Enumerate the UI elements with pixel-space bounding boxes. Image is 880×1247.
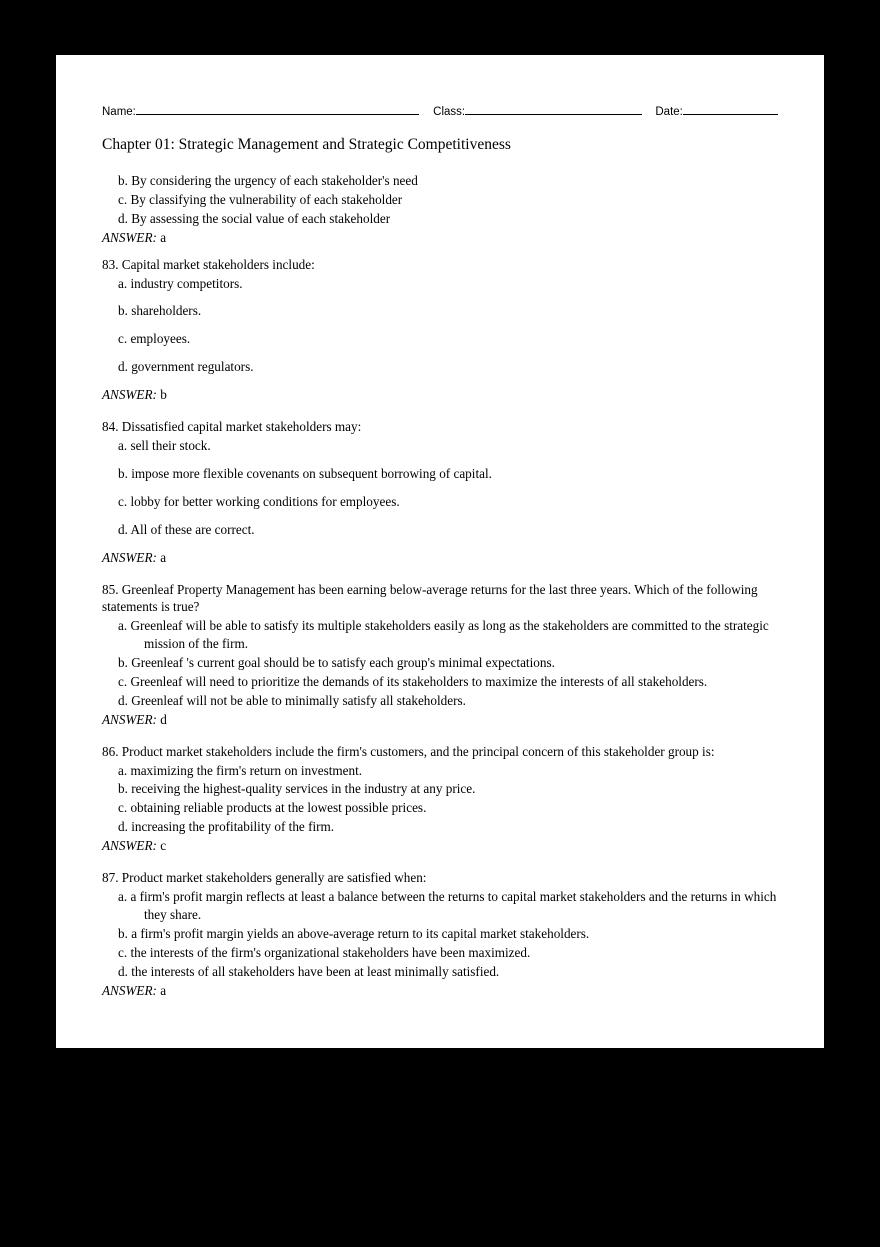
answer-value: a bbox=[160, 549, 167, 565]
answer-line bbox=[102, 229, 778, 247]
question-block-continued bbox=[102, 172, 778, 247]
name-field-label: Name: bbox=[102, 106, 136, 118]
answer-label: ANSWER: bbox=[102, 838, 157, 854]
question-block-86 bbox=[102, 743, 778, 855]
option-item: c. By classifying the vulnerability of each stakeholder bbox=[118, 191, 403, 207]
option-item: d. government regulators. bbox=[118, 359, 254, 375]
option-item: d. Greenleaf will not be able to minimally satisfy all stakeholders. bbox=[118, 692, 466, 708]
option-item: b. impose more flexible covenants on subsequent borrowing of capital. bbox=[118, 465, 492, 481]
option-item: b. shareholders. bbox=[118, 303, 202, 319]
class-field-label: Class: bbox=[433, 106, 466, 118]
answer-line bbox=[102, 982, 778, 1000]
answer-label: ANSWER: bbox=[102, 711, 157, 727]
answer-line bbox=[102, 549, 778, 567]
option-item: a. Greenleaf will be able to satisfy its multiple stakeholders easily as long as the stakeholders are committed to the strategic mission of the firm. bbox=[118, 618, 769, 652]
question-stem: 86. Product market stakeholders include the firm's customers, and the principal concern of this stakeholder group is: bbox=[102, 743, 715, 759]
answer-line bbox=[102, 386, 778, 404]
question-block-85 bbox=[102, 581, 778, 729]
answer-value: a bbox=[160, 982, 167, 998]
option-item: a. maximizing the firm's return on investment. bbox=[118, 762, 363, 778]
option-item: c. the interests of the firm's organizational stakeholders have been maximized. bbox=[118, 944, 531, 960]
question-block-84 bbox=[102, 418, 778, 566]
name-field-rule bbox=[136, 103, 419, 115]
option-item: d. By assessing the social value of each stakeholder bbox=[118, 210, 391, 226]
date-field-label: Date: bbox=[655, 106, 683, 118]
document-page bbox=[56, 55, 824, 1048]
option-item: a. a firm's profit margin reflects at least a balance between the returns to capital market stakeholders and the returns in which they share. bbox=[118, 888, 777, 922]
answer-label: ANSWER: bbox=[102, 982, 157, 998]
answer-label: ANSWER: bbox=[102, 229, 157, 245]
answer-value: a bbox=[160, 229, 167, 245]
answer-value: b bbox=[160, 387, 167, 403]
option-item: d. increasing the profitability of the firm. bbox=[118, 819, 335, 835]
option-item: c. obtaining reliable products at the lowest possible prices. bbox=[118, 800, 427, 816]
form-header bbox=[102, 103, 778, 118]
answer-label: ANSWER: bbox=[102, 549, 157, 565]
option-item: d. the interests of all stakeholders have been at least minimally satisfied. bbox=[118, 963, 500, 979]
answer-line bbox=[102, 837, 778, 855]
answer-label: ANSWER: bbox=[102, 387, 157, 403]
class-field-rule bbox=[465, 103, 641, 115]
option-item: c. Greenleaf will need to prioritize the demands of its stakeholders to maximize the interests of all stakeholders. bbox=[118, 673, 708, 689]
question-stem: 83. Capital market stakeholders include: bbox=[102, 256, 315, 272]
option-item: d. All of these are correct. bbox=[118, 521, 255, 537]
question-stem: 87. Product market stakeholders generally are satisfied when: bbox=[102, 870, 427, 886]
date-field-rule bbox=[683, 103, 778, 115]
option-item: a. industry competitors. bbox=[118, 275, 243, 291]
question-stem: 85. Greenleaf Property Management has been earning below-average returns for the last three years. Which of the following statements is true? bbox=[102, 581, 758, 615]
answer-value: c bbox=[160, 838, 167, 854]
page-title: Chapter 01: Strategic Management and Strategic Competitiveness bbox=[102, 136, 511, 153]
question-stem: 84. Dissatisfied capital market stakeholders may: bbox=[102, 419, 362, 435]
option-item: b. By considering the urgency of each stakeholder's need bbox=[118, 173, 418, 188]
option-item: b. receiving the highest-quality services in the industry at any price. bbox=[118, 781, 476, 797]
answer-value: d bbox=[160, 711, 167, 727]
option-item: c. lobby for better working conditions for employees. bbox=[118, 493, 400, 509]
question-block-87 bbox=[102, 869, 778, 999]
option-item: c. employees. bbox=[118, 331, 191, 347]
option-item: b. a firm's profit margin yields an above-average return to its capital market stakeholders. bbox=[118, 925, 590, 941]
option-item: a. sell their stock. bbox=[118, 437, 211, 453]
option-item: b. Greenleaf 's current goal should be to satisfy each group's minimal expectations. bbox=[118, 655, 555, 670]
question-block-83 bbox=[102, 256, 778, 404]
answer-line bbox=[102, 711, 778, 729]
